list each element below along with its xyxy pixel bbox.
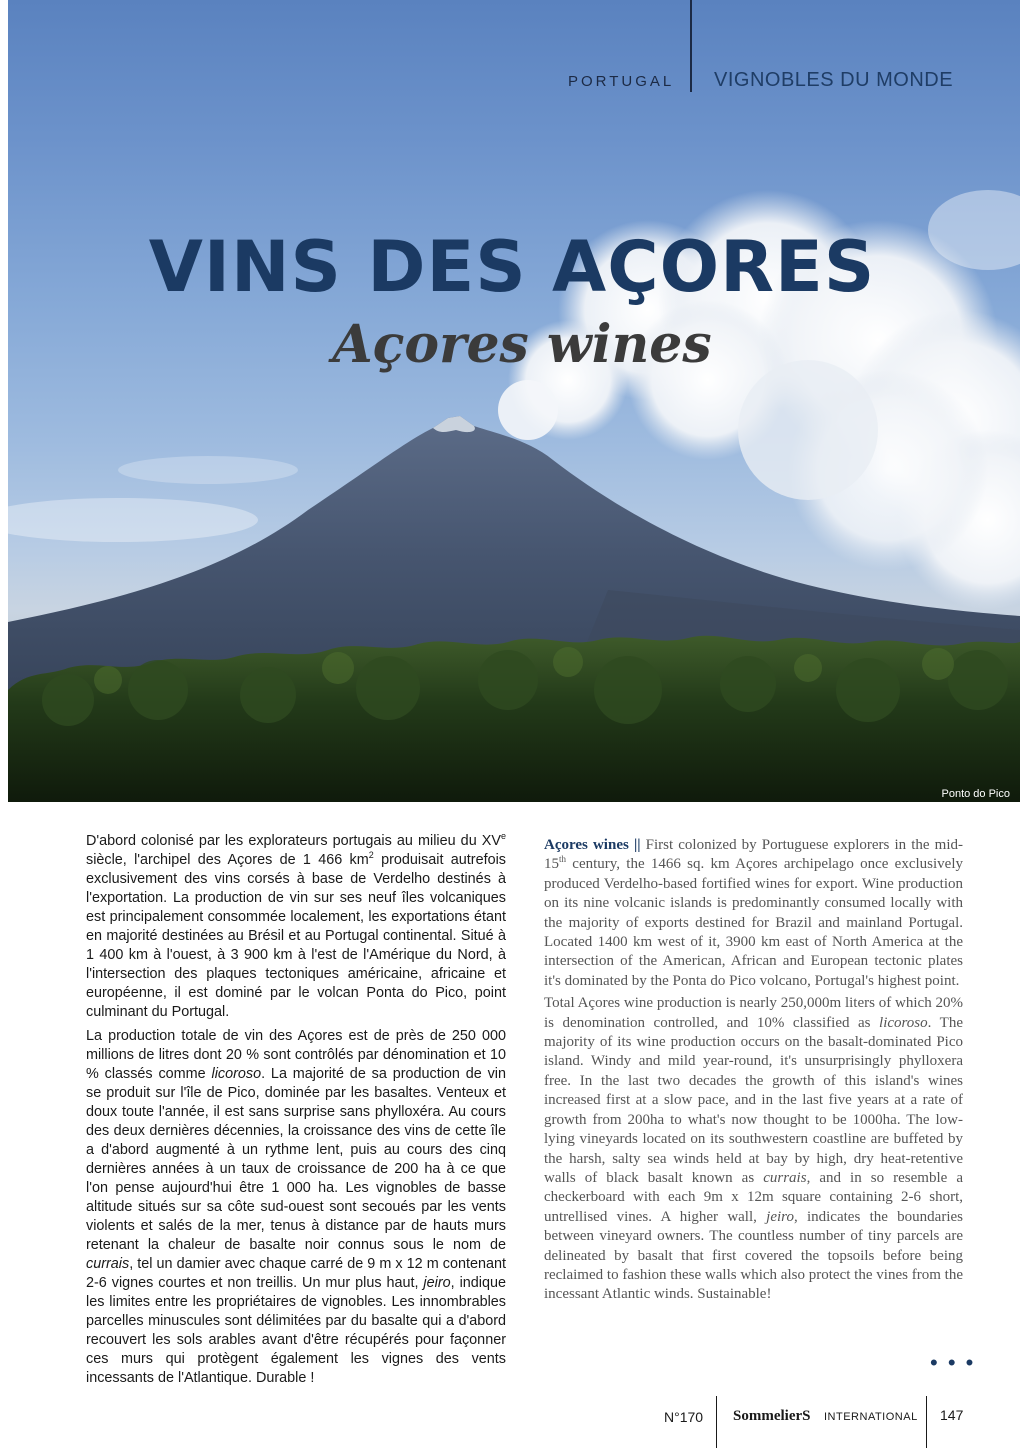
superscript: 2 — [368, 850, 374, 861]
section-label-country: PORTUGAL — [568, 73, 675, 90]
article-subtitle: Açores wines — [332, 314, 712, 375]
footer-divider — [926, 1396, 927, 1448]
text-run: , indicates the boundaries between vineyard owners. The countless number of tiny parcels are delineated by basalt that first covered the topsoils before being reclaimed to fashion these walls which also protect the vines from the incessant Atlantic winds. Sustainable! — [544, 1208, 963, 1303]
superscript: e — [500, 831, 506, 842]
continuation-dots: • • • — [930, 1350, 976, 1375]
italic-term: licoroso — [211, 1066, 262, 1082]
text-run: , tel un damier avec chaque carré de 9 m x 12 m contenant 2-6 vignes courtes et non treillis. Un mur plus haut, — [86, 1256, 506, 1291]
footer-divider — [716, 1396, 717, 1448]
text-run: First colonized by Portuguese explorers in the mid-15 — [544, 837, 964, 873]
text-run: , and in so resemble a checkerboard with each 9m x 12m square containing 2-6 short, untrellised vines. A higher wall, — [544, 1169, 963, 1225]
magazine-subtitle: INTERNATIONAL — [824, 1411, 918, 1423]
english-paragraph-1 — [544, 836, 963, 991]
text-run: produisait autrefois exclusivement des vins corsés à base de Verdelho destinés à l'exportation. La production de vin sur ses neuf îles volcaniques est principalement consommée localement, les exportations étant en majorité destinées au Brésil et au Portugal continental. Situé à 1 400 km à l'ouest, à 3 900 km à l'est de l'Amérique du Nord, à l'intersection des plaques tectoniques américaine, africaine et européenne, il est dominé par le volcan Ponta do Pico, point culminant du Portugal. — [86, 852, 506, 1020]
text-run: . La majorité de sa production de vin se produit sur l'île de Pico, dominée par les basaltes. Venteux et doux toute l'année, il est sans surprise sans phylloxéra. Au cours des deux dernières décennies, la croissance des vins de cette île a d'abord augmenté à un rythme lent, puis au cours des cinq dernières années à un taux de croissance de 200 ha à ce que l'on pense aujourd'hui être 1 000 ha. Les vignobles de basse altitude situés sur sa côte sud-ouest sont secoués par les vents violents et salés de la mer, tenus à distance par de hauts murs retenant la chaleur de basalte noir connus sous le nom de — [86, 1066, 506, 1253]
header-divider — [690, 0, 692, 92]
text-run: Total Açores wine production is nearly 250,000m liters of which 20% is denomination controlled, and 10% classified as — [544, 995, 963, 1031]
superscript: th — [559, 854, 567, 865]
text-run: D'abord colonisé par les explorateurs portugais au milieu du XV — [86, 833, 501, 849]
english-column — [544, 836, 963, 1308]
magazine-name: SommelierS — [733, 1408, 811, 1424]
italic-term: licoroso — [879, 1014, 928, 1031]
issue-number: N°170 — [664, 1409, 704, 1425]
french-paragraph-2 — [86, 1027, 506, 1388]
french-paragraph-1 — [86, 832, 506, 1022]
italic-term: jeiro — [766, 1208, 794, 1225]
lead-separator: || — [633, 837, 641, 853]
text-run: . The majority of its wine production occurs on the basalt-dominated Pico island. Windy and mild year-round, it's unsurprisingly phylloxera free. In the last two decades the growth of this island's wines increased first at a slow pace, and in the last five years at a rate of growth from 200ha to what's now thought to be 1000ha. The low-lying vineyards located on its southwestern coastline are buffeted by the harsh, salty sea winds held at bay by high, dry heat-retentive walls of black basalt known as — [544, 1014, 963, 1186]
photo-caption: Ponto do Pico — [941, 788, 1010, 800]
text-run: century, the 1466 sq. km Açores archipelago once exclusively produced Verdelho-based fortified wines for export. Wine production on its nine volcanic islands is predominantly consumed locally with the majority of exports destined for Brazil and mainland Portugal. Located 1400 km west of it, 3900 km east of North America at the intersection of the American, African and European tectonic plates it's dominated by the Ponta do Pico volcano, Portugal's highest point. — [544, 856, 963, 989]
italic-term: currais — [86, 1256, 130, 1272]
text-run: , indique les limites entre les propriétaires de vignobles. Les innombrables parcelles minuscules sont délimitées par du basalte qui a d'abord recouvert les sols arables avant d'être récupérés pour façonner ces murs qui protègent également les vignes des vents incessants de l'Atlantique. Durable ! — [86, 1275, 506, 1386]
text-run: siècle, l'archipel des Açores de 1 466 km — [86, 852, 369, 868]
english-paragraph-2 — [544, 994, 963, 1305]
section-label-rubric: VIGNOBLES DU MONDE — [714, 69, 954, 91]
italic-term: jeiro — [423, 1275, 451, 1291]
volcano-landscape-illustration — [8, 0, 1020, 802]
french-column — [86, 832, 506, 1393]
english-lead: Açores wines — [544, 837, 629, 853]
italic-term: currais — [763, 1169, 807, 1186]
hero-photo — [8, 0, 1020, 802]
page-number: 147 — [940, 1407, 964, 1423]
article-title: VINS DES AÇORES — [148, 226, 876, 308]
text-run: La production totale de vin des Açores est de près de 250 000 millions de litres dont 20 % sont contrôlés par dénomination et 10 % classés comme — [86, 1028, 506, 1082]
